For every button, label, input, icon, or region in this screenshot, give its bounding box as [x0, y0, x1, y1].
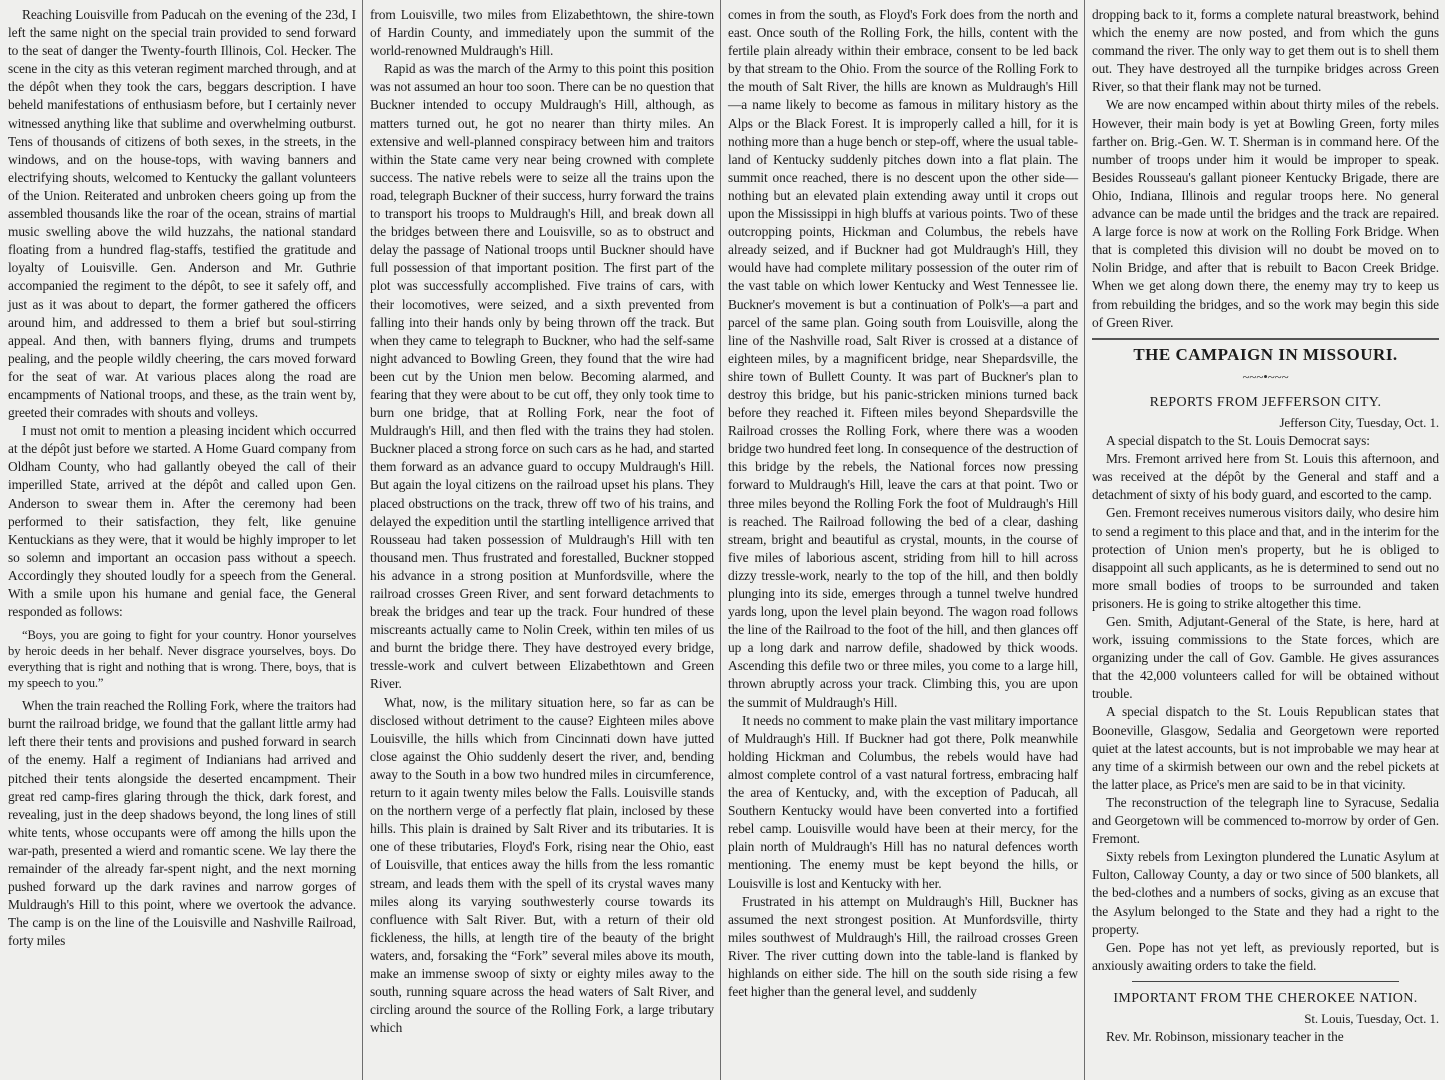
- paragraph: Frustrated in his attempt on Muldraugh's Hill, Buckner has assumed the next strongest position. At Munfordsville, thirty miles southwest of Muldraugh's Hill, the railroad crosses Green River. The river cutting down into the table-land is flanked by highlands on either side. The hill on the south side rising a few feet higher than the general level, and suddenly: [728, 893, 1078, 1000]
- paragraph: It needs no comment to make plain the vast military importance of Muldraugh's Hill. If Buckner had got there, Polk meanwhile holding Hickman and Columbus, the rebels would have had almost complete control of a vast natural fortress, embracing half the area of Kentucky, and, with the exception of Paducah, all Southern Kentucky would have been converted into a fortified rebel camp. Louisville would have been at their mercy, for the plain north of Muldraugh's Hill has no natural defences worth mentioning. The enemy must be kept beyond the hills, or Louisville is lost and Kentucky with her.: [728, 712, 1078, 891]
- subheadline: REPORTS FROM JEFFERSON CITY.: [1149, 394, 1382, 410]
- column-4: [1086, 0, 1445, 1080]
- section-divider: [1132, 981, 1399, 982]
- quotation: “Boys, you are going to fight for your country. Honor yourselves by heroic deeds in her behalf. Never disgrace yourselves, boys. Do everything that is right and nothing that is wrong. There, boys, that is my speech to you.”: [8, 628, 356, 691]
- paragraph: What, now, is the military situation here, so far as can be disclosed without detriment to the cause? Eighteen miles above Louisville, the hills which from Cincinnati down have jutted close against the Ohio suddenly desert the river, and, bending away to the South in a bow two hundred miles in circumference, return to it again twenty miles below the Falls. Louisville stands on the northern verge of a perfectly flat plain, inclosed by these hills. This plain is drained by Salt River and its tributaries. It is one of these tributaries, Floyd's Fork, rising near the Ohio, east of Louisville, that entices away the hills from the less romantic stream, and leads them with the spell of its crystal waves many miles along its varying southwesterly course towards its confluence with Salt River. But, with a return of their old fickleness, the hills, at length tire of the beauty of the bright waters, and, forsaking the “Fork” several miles above its mouth, make an immense swoop of sixty or eighty miles away to the south, running square across the head waters of Salt River, and circling around the source of the Rolling Fork, a large tributary which: [370, 694, 714, 1036]
- paragraph: Reaching Louisville from Paducah on the evening of the 23d, I left the same night on the special train provided to send forward to the seat of danger the Twenty-fourth Illinois, Col. Hecker. The scene in the city as this veteran regiment marched through, and at the dépôt when they took the cars, beggars description. I have beheld manifestations of enthusiasm before, but I certainly never witnessed anything like that sublime and overwhelming outburst. Tens of thousands of citizens of both sexes, in the streets, in the windows, and on the house-tops, with waving banners and electrifying shouts, welcomed to Kentucky the gallant volunteers of the Union. Reiterated and unbroken cheers going up from the assembled thousands like the roar of the ocean, strains of martial music swelling above the wild huzzahs, the national standard floating from a hundred flag-staffs, testified the gratitude and loyalty of Louisville. Gen. Anderson and Mr. Guthrie accompanied the regiment to the dépôt, to see it safely off, and just as it was about to depart, the former gathered the officers around him, and addressed to them a brief but soul-stirring appeal. And then, with banners flying, drums and trumpets pealing, and the people wildly cheering, the cars moved forward for the seat of war. At various places along the road are encampments of National troops, and these, as the train went by, greeted their comrades with shouts and volleys.: [8, 7, 356, 421]
- paragraph: When the train reached the Rolling Fork, where the traitors had burnt the railroad bridge, we found that the gallant little army had left there their tents and provisions and pushed forward in search of the enemy. Half a regiment of Indianians had arrived and pitched their tents alongside the deserted encampment. Their great red camp-fires glaring through the thick, dark forest, and revealing, just in the deep shadows beyond, the long lines of still white tents, whose occupants were off among the hills upon the war-path, presented a wierd and romantic scene. We lay there the remainder of the already far-spent night, and the next morning pushed forward up the dark ravines and narrow gorges of Muldraugh's Hill to this point, where we overtook the advance. The camp is on the line of the Louisville and Nashville Railroad, forty miles: [8, 698, 356, 949]
- section-rule: [1092, 338, 1439, 340]
- column-2: [364, 0, 720, 1080]
- paragraph: Rev. Mr. Robinson, missionary teacher in the: [1106, 1029, 1344, 1045]
- column-1: [0, 0, 362, 1080]
- paragraph: Rapid as was the march of the Army to this point this position was not assumed an hour too soon. There can be no question that Buckner intended to occupy Muldraugh's Hill, although, as matters turned out, he got no nearer than thirty miles. An extensive and well-planned conspiracy between him and traitors within the State came very near being crowned with complete success. The native rebels were to seize all the trains upon the road, telegraph Buckner of their success, hurry forward the trains to transport his troops to Muldraugh's Hill, and break down all the bridges between there and Louisville, so as to obstruct and delay the passage of National troops until Buckner should have full possession of that important position. The first part of the plot was successfully accomplished. Five trains of cars, with their locomotives, were seized, and a sixth prevented from falling into their hands only by being thrown off the track. But when they came to telegraph to Buckner, who had the self-same night advanced to Bowling Green, they found that the wire had been cut by the Union men below. Becoming alarmed, and fearing that they were about to be cut off, they only took time to burn one bridge, that at Rolling Fork, near the foot of Muldraugh's Hill, and then fled with the trains they had stolen. Buckner placed a strong force on such cars as he had, and started them forward as an advance guard to occupy Muldraugh's Hill. But again the loyal citizens on the railroad upset his plans. They placed obstructions on the track, threw off two of his trains, and delayed the expedition until the startling intelligence arrived that Rousseau had taken possession of Muldraugh's Hill with ten thousand men. Thus frustrated and forestalled, Buckner stopped his advance in a strong position at Munfordsville, where the railroad crosses Green River, and sent forward detachments to break the bridges and tear up the track. Four hundred of these miscreants actually came to Nolin Creek, within ten miles of us and burnt the bridge there. They have destroyed every bridge, tressle-work and culvert between Elizabethtown and Green River.: [370, 61, 714, 692]
- paragraph: I must not omit to mention a pleasing incident which occurred at the dépôt just before we started. A Home Guard company from Oldham County, who had gallantly obeyed the call of their imperilled State, arrived at the dépôt and called upon Gen. Anderson to swear them in. After the ceremony had been performed to their satisfaction, they felt, like genuine Kentuckians as they were, that it would be highly improper to let so solemn and important an occasion pass without a speech. Accordingly they shouted loudly for a speech from the General. With a smile upon his humane and genial face, the General responded as follows:: [8, 423, 356, 620]
- headline: THE CAMPAIGN IN MISSOURI.: [1133, 344, 1398, 364]
- paragraph: comes in from the south, as Floyd's Fork does from the north and east. Once south of the Rolling Fork, the hills, content with the fertile plain already within their embrace, consent to be led back by that stream to the Ohio. From the source of the Rolling Fork to the mouth of Salt River, the hills are known as Muldraugh's Hill—a name likely to become as famous in military history as the Alps or the Black Forest. It is improperly called a hill, for it is nothing more than a huge bench or step-off, where the usual table-land of Kentucky suddenly pitches down into a flat plain. The summit once reached, there is no descent upon the other side—nothing but an elevated plain extending away until it crops out upon the Mississippi in high bluffs at various points. Two of these outcropping points, Hickman and Columbus, the rebels have already seized, and if Buckner had got Muldraugh's Hill, they would have had complete military possession of the outer rim of the vast table on which lower Kentucky and West Tennessee lie. Buckner's movement is but a continuation of Polk's—a part and parcel of the same plan. Going south from Louisville, along the line of the Nashville road, Salt River is crossed at a distance of eighteen miles, by a magnificent bridge, near Shepardsville, the shire town of Bullett County. It was part of Buckner's plan to destroy this bridge, but his panic-stricken minions turned back before they reached it. Fifteen miles beyond Shepardsville the Railroad crosses the Rolling Fork, where there was a wooden bridge two hundred feet long. In consequence of the destruction of this bridge by the rebels, the National forces now pressing forward to Muldraugh's Hill, leave the cars at that point. Two or three miles beyond the Rolling Fork the foot of Muldraugh's Hill is reached. The Railroad following the bed of a clear, dashing stream, bright and beautiful as crystal, mounts, in the course of five miles of laborious ascent, striding from hill to hill across dizzy tressle-work, nearly to the top of the hill, and then boldly plunging into its side, emerges through a tunnel twelve hundred yards long, upon the level plain beyond. The wagon road follows the line of the Railroad to the foot of the hill, and then glances off up a long dark and narrow defile, shadowed by thick woods. Ascending this defile two or three miles, you come to a large hill, thrown abruptly across your track. Climbing this, you are upon the summit of Muldraugh's Hill.: [728, 7, 1078, 710]
- paragraph: The reconstruction of the telegraph line to Syracuse, Sedalia and Georgetown will be commenced to-morrow by order of Gen. Fremont.: [1092, 794, 1439, 847]
- column-divider: [362, 0, 363, 1080]
- paragraph: Sixty rebels from Lexington plundered the Lunatic Asylum at Fulton, Calloway County, a day or two since of 500 blankets, all the bed-clothes and a numbers of socks, giving as an excuse that the Asylum belonged to the State and they had a right to the property.: [1092, 849, 1439, 937]
- paragraph: Gen. Fremont receives numerous visitors daily, who desire him to send a regiment to this place and that, and in the interim for the protection of Union men's property, but he is obliged to disappoint all such applicants, as he is determined to send out no more small bodies of troops to be surrounded and taken prisoners. He is going to strike altogether this time.: [1092, 505, 1439, 611]
- subheadline: IMPORTANT FROM THE CHEROKEE NATION.: [1113, 990, 1418, 1006]
- paragraph: from Louisville, two miles from Elizabethtown, the shire-town of Hardin County, and immediately upon the summit of the world-renowned Muldraugh's Hill.: [370, 7, 714, 59]
- paragraph: A special dispatch to the St. Louis Republican states that Booneville, Glasgow, Sedalia and Georgetown were reported quiet at the latest accounts, but is not improbable we may hear at any time of a skirmish between our own and the rebel pickets at the latter place, as Price's men are said to be in that vicinity.: [1092, 704, 1439, 792]
- column-divider: [1084, 0, 1085, 1080]
- paragraph: A special dispatch to the St. Louis Democrat says:: [1106, 433, 1370, 449]
- paragraph: Gen. Pope has not yet left, as previously reported, but is anxiously awaiting orders to take the field.: [1092, 939, 1439, 973]
- paragraph: Mrs. Fremont arrived here from St. Louis this afternoon, and was received at the dépôt by the General and staff and a detachment of sixty of his body guard, and escorted to the camp.: [1092, 451, 1439, 503]
- column-3: [722, 0, 1084, 1080]
- column-divider: [720, 0, 721, 1080]
- paragraph: We are now encamped within about thirty miles of the rebels. However, their main body is yet at Bowling Green, forty miles farther on. Brig.-Gen. W. T. Sherman is in command here. Of the number of troops under him it would be improper to speak. Besides Rousseau's gallant pioneer Kentucky Brigade, there are Ohio, Indiana, Illinois and regular troops here. No general advance can be made until the bridges and the track are repaired. A large force is now at work on the Rolling Fork Bridge. When that is completed this division will no doubt be moved on to Nolin Bridge, and after that is rebuilt to Bacon Creek Bridge. When we get along down there, the enemy may try to keep us from rebuilding the bridges, and so the work may begin this side of Green River.: [1092, 97, 1439, 330]
- dateline: Jefferson City, Tuesday, Oct. 1.: [1279, 414, 1439, 430]
- ornament-divider: ~~~•~~~: [1242, 368, 1289, 384]
- paragraph: dropping back to it, forms a complete natural breastwork, behind which the enemy are now posted, and from which the guns command the river. The only way to get them out is to shell them out. They have destroyed all the turnpike bridges across Green River, so that their flank may not be turned.: [1092, 7, 1439, 95]
- paragraph: Gen. Smith, Adjutant-General of the State, is here, hard at work, issuing commissions to the State forces, which are organizing under the call of Gov. Gamble. He gives assurances that the 42,000 volunteers called for will be obtained without trouble.: [1092, 614, 1439, 702]
- dateline: St. Louis, Tuesday, Oct. 1.: [1304, 1010, 1439, 1026]
